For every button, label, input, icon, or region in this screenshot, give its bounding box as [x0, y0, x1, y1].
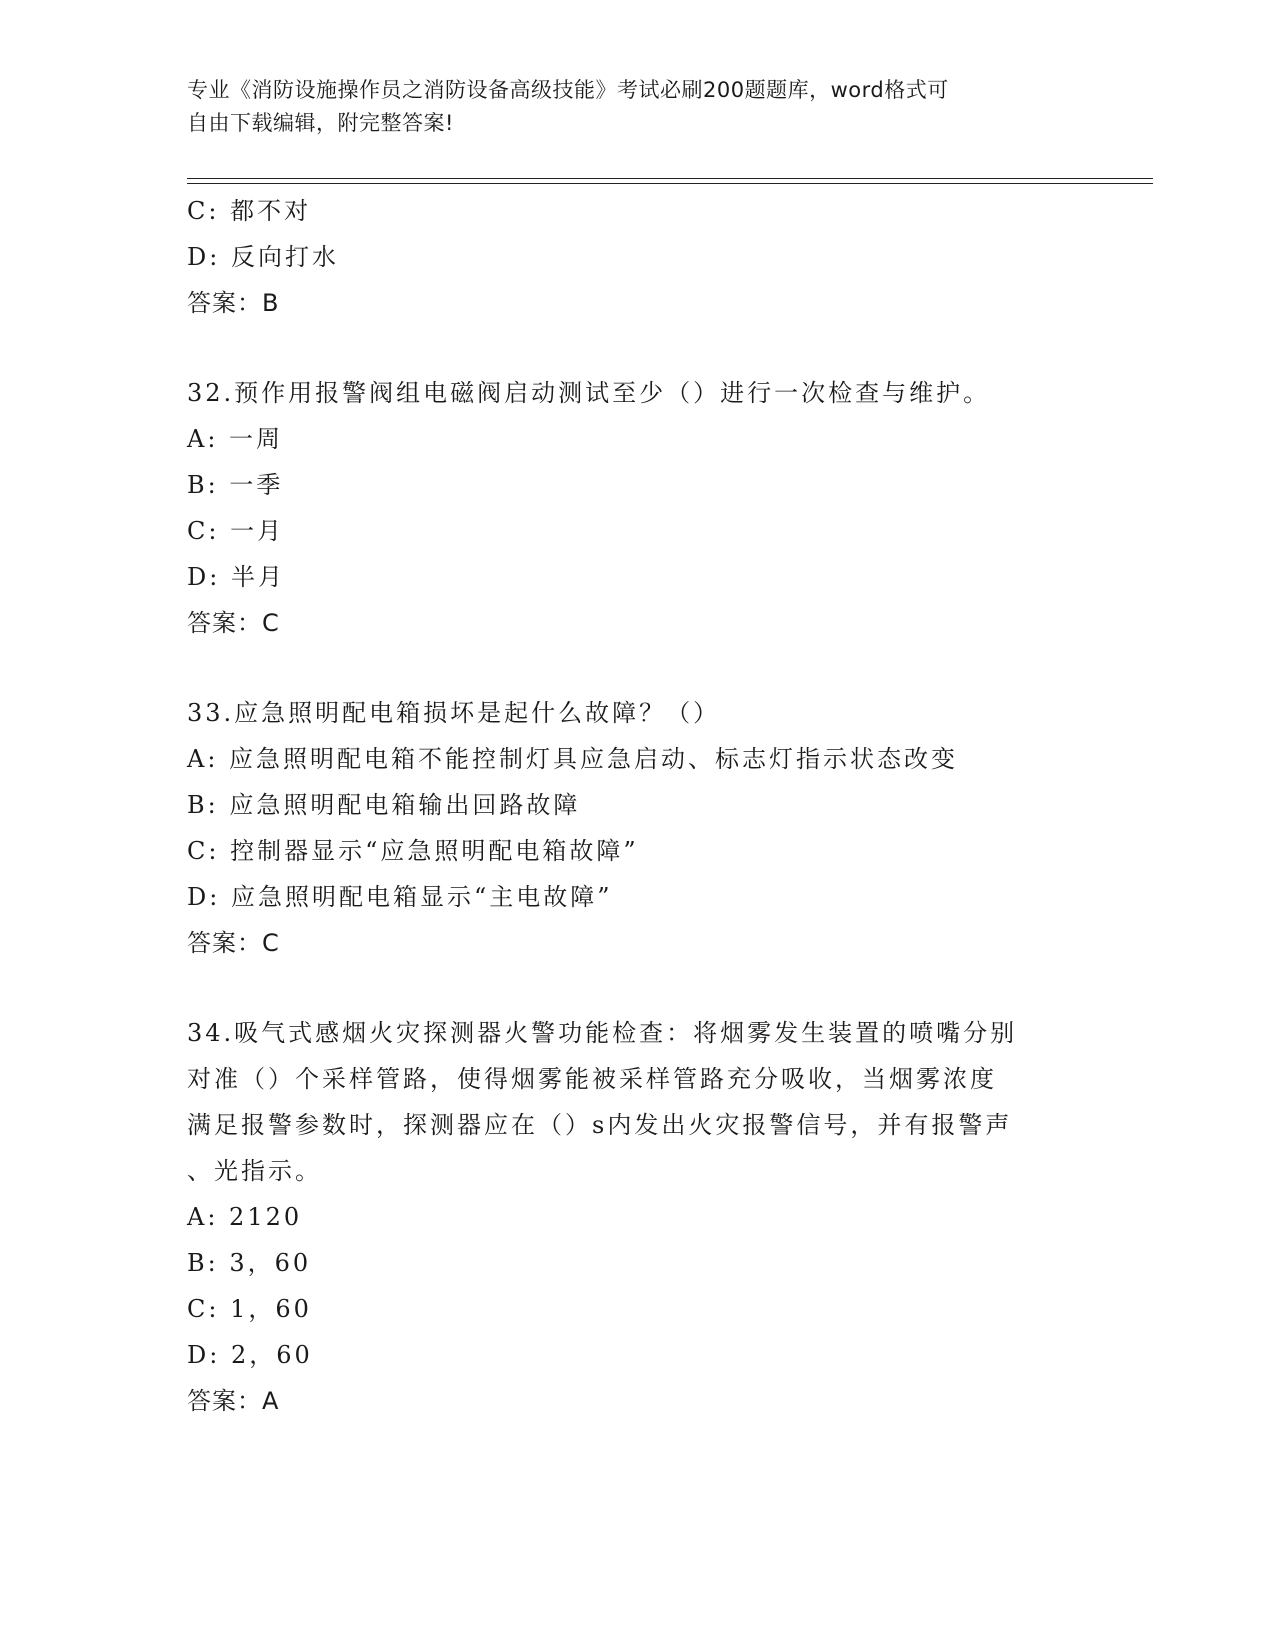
question-text-line-3: 满足报警参数时，探测器应在（）s内发出火灾报警信号，并有报警声: [187, 1111, 1013, 1139]
header-divider-top: [187, 178, 1153, 179]
spacer: [187, 966, 1087, 1010]
header-divider-bottom: [187, 183, 1153, 184]
option-c: C: 一月: [187, 517, 285, 545]
question-text: 33.应急照明配电箱损坏是起什么故障？（）: [187, 699, 721, 727]
option-d: D: 应急照明配电箱显示“主电故障”: [187, 883, 613, 911]
option-b: B: 一季: [187, 471, 284, 499]
option-c: C: 1，60: [187, 1295, 312, 1323]
option-a: A: 2120: [187, 1203, 303, 1231]
option-c: C: 控制器显示“应急照明配电箱故障”: [187, 837, 639, 865]
answer-line: 答案：B: [187, 289, 280, 317]
option-a: A: 应急照明配电箱不能控制灯具应急启动、标志灯指示状态改变: [187, 745, 959, 773]
option-d: D: 2，60: [187, 1341, 313, 1369]
option-a: A: 一周: [187, 425, 284, 453]
question-text-line-1: 34.吸气式感烟火灾探测器火警功能检查：将烟雾发生装置的喷嘴分别: [187, 1019, 1018, 1047]
spacer: [187, 646, 1087, 690]
question-32: [187, 370, 1087, 646]
option-c: C: 都不对: [187, 197, 312, 225]
question-31-tail: [187, 188, 1087, 326]
spacer: [187, 326, 1087, 370]
answer-line: 答案：C: [187, 609, 280, 637]
option-d: D: 半月: [187, 563, 285, 591]
question-34: [187, 1010, 1087, 1424]
answer-line: 答案：C: [187, 929, 280, 957]
question-text-line-2: 对准（）个采样管路，使得烟雾能被采样管路充分吸收，当烟雾浓度: [187, 1065, 997, 1093]
document-header: [187, 74, 1087, 140]
option-d: D: 反向打水: [187, 243, 339, 271]
answer-line: 答案：A: [187, 1387, 280, 1415]
question-text: 32.预作用报警阀组电磁阀启动测试至少（）进行一次检查与维护。: [187, 379, 991, 407]
option-b: B: 应急照明配电箱输出回路故障: [187, 791, 581, 819]
document-body: [187, 188, 1087, 1424]
question-text-line-4: 、光指示。: [187, 1157, 322, 1185]
header-line-2: 自由下载编辑，附完整答案!: [187, 111, 454, 135]
option-b: B: 3，60: [187, 1249, 312, 1277]
question-33: [187, 690, 1087, 966]
header-line-1: 专业《消防设施操作员之消防设备高级技能》考试必刷200题题库，word格式可: [187, 78, 949, 102]
